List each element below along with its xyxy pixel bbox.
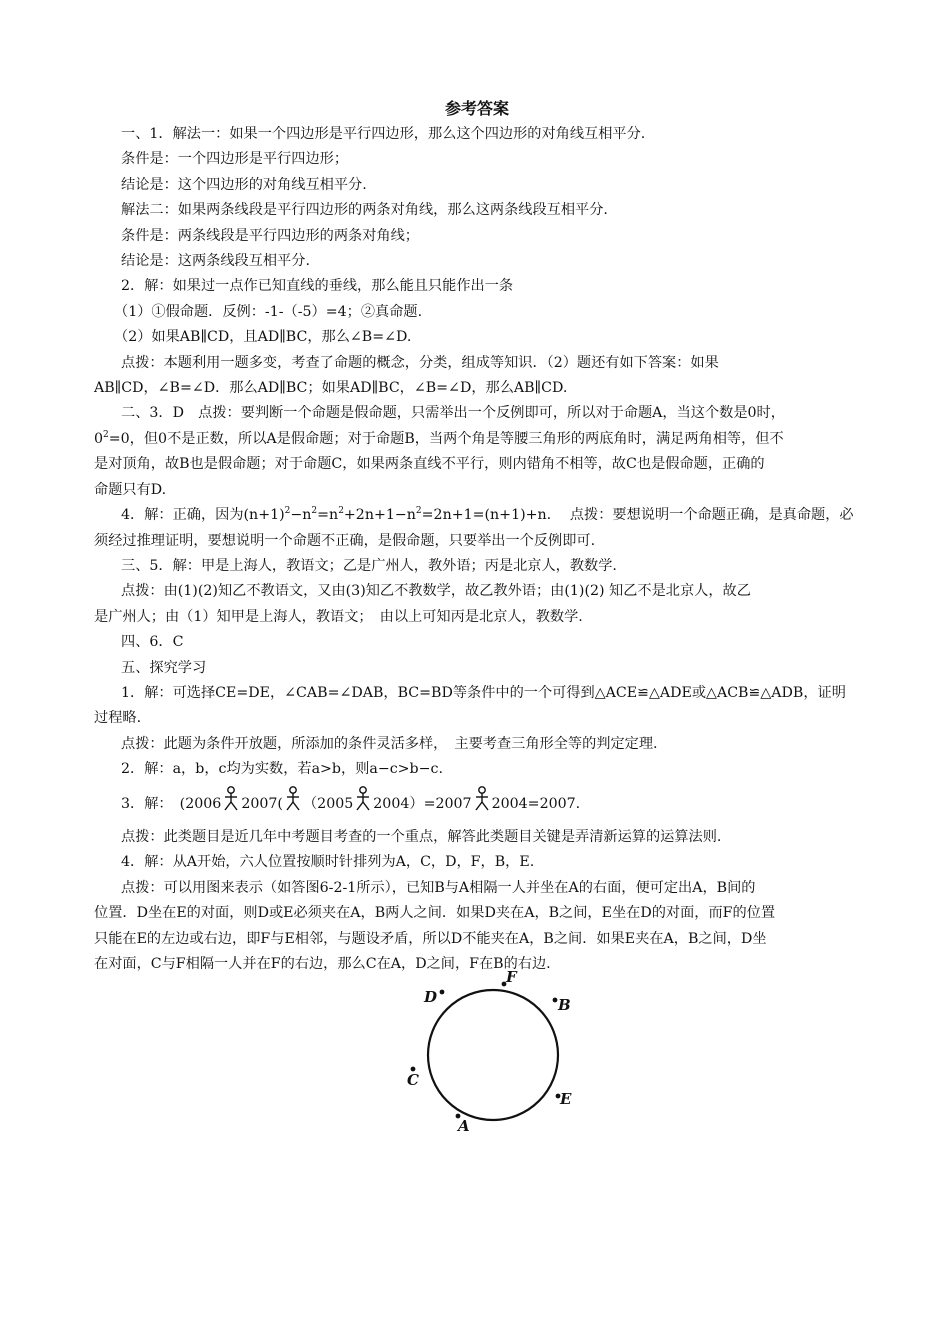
stick-figure-operator-icon — [473, 786, 491, 812]
line-22: 五、探究学习 — [121, 659, 207, 676]
line-27-d: 2004）=2007 — [373, 795, 472, 812]
line-24: 过程略. — [94, 710, 142, 727]
seat-label-a: A — [458, 1117, 470, 1135]
line-13-a: 0 — [94, 430, 104, 447]
line-4: 解法二：如果两条线段是平行四边形的两条对角线，那么这两条线段互相平分. — [121, 202, 608, 219]
line-11: AB∥CD，∠B=∠D．那么AD∥BC；如果AD∥BC，∠B=∠D，那么AB∥CD. — [94, 380, 568, 397]
line-2: 条件是：一个四边形是平行四边形； — [121, 151, 349, 168]
seat-dot-b — [553, 998, 558, 1003]
line-21: 四、6．C — [121, 634, 184, 651]
line-3: 结论是：这个四边形的对角线互相平分. — [121, 176, 367, 193]
line-7: 2．解：如果过一点作已知直线的垂线，那么能且只能作出一条 — [121, 278, 514, 295]
line-16-sup-1: 2 — [284, 506, 291, 517]
line-17: 须经过推理证明，要想说明一个命题不正确，是假命题，只要举出一个反例即可. — [94, 532, 596, 549]
line-27-a: 3．解： (2006 — [121, 795, 222, 812]
line-16-sup-2: 2 — [311, 506, 318, 517]
line-27-e: 2004=2007. — [491, 795, 581, 812]
seating-circle — [428, 990, 558, 1120]
line-13-b: =0，但0不是正数，所以A是假命题；对于命题B，当两个角是等腰三角形的两底角时，满足两角相等，但不 — [108, 430, 784, 447]
line-27-c: （2005 — [302, 795, 354, 812]
line-27 — [94, 786, 860, 817]
line-5: 条件是：两条线段是平行四边形的两条对角线； — [121, 227, 419, 244]
line-27-b: 2007( — [241, 795, 283, 812]
seating-circle-figure — [400, 970, 600, 1140]
line-31: 位置．D坐在E的对面，则D或E必须夹在A，B两人之间．如果D夹在A，B之间，E坐在D的对面，而F的位置 — [94, 905, 776, 922]
line-19: 点拨：由(1)(2)知乙不教语文，又由(3)知乙不教数学，故乙教外语；由(1)(2) 知乙不是北京人，故乙 — [121, 583, 751, 600]
seat-label-c: C — [407, 1071, 419, 1089]
page-title: 参考答案 — [444, 99, 509, 118]
line-8: （1）①假命题．反例：-1-（-5）=4；②真命题. — [114, 303, 423, 320]
line-16-d: +2n+1−n — [343, 507, 416, 524]
line-12: 二、3．D 点拨：要判断一个命题是假命题，只需举出一个反例即可，所以对于命题A，当这个数是0时， — [121, 405, 785, 422]
line-16-c: =n — [317, 507, 339, 524]
seat-dot-d — [440, 990, 445, 995]
line-6: 结论是：这两条线段互相平分. — [121, 253, 310, 270]
line-16-e: =2n+1=(n+1)+n. 点拨：要想说明一个命题正确，是真命题，必 — [421, 507, 854, 524]
line-16-sup-3: 2 — [338, 506, 344, 517]
line-16-b: −n — [290, 507, 312, 524]
line-1: 一、1．解法一：如果一个四边形是平行四边形，那么这个四边形的对角线互相平分. — [121, 126, 646, 142]
line-25: 点拨：此题为条件开放题，所添加的条件灵活多样， 主要考查三角形全等的判定定理. — [121, 735, 658, 752]
line-32: 只能在E的左边或右边，即F与E相邻，与题设矛盾，所以D不能夹在A，B之间．如果E夹在A，B之间，D坐 — [94, 930, 767, 947]
line-30: 点拨：可以用图来表示（如答图6-2-1所示），已知B与A相隔一人并坐在A的右面，便可定出A，B间的 — [121, 879, 756, 896]
answer-sheet — [94, 98, 860, 977]
line-16-a: 4．解：正确，因为(n+1) — [121, 507, 285, 524]
stick-figure-operator-icon — [354, 786, 372, 812]
line-9: （2）如果AB∥CD，且AD∥BC，那么∠B=∠D. — [114, 329, 412, 346]
line-15: 命题只有D. — [94, 481, 167, 498]
seat-label-b: B — [558, 996, 571, 1014]
line-29: 4．解：从A开始，六人位置按顺时针排列为A，C，D，F，B，E. — [121, 854, 535, 871]
line-20: 是广州人；由（1）知甲是上海人，教语文； 由以上可知丙是北京人，教数学. — [94, 608, 583, 625]
line-18: 三、5．解：甲是上海人，教语文；乙是广州人，教外语；丙是北京人，教数学. — [121, 557, 617, 574]
line-16-sup-4: 2 — [415, 506, 422, 517]
spacer — [94, 817, 860, 825]
seat-label-e: E — [560, 1090, 572, 1108]
line-23: 1．解：可选择CE=DE，∠CAB=∠DAB，BC=BD等条件中的一个可得到△ACE≌△ADE或△ACB≌△ADB，证明 — [121, 684, 846, 701]
line-13-sup: 2 — [103, 429, 109, 440]
line-16 — [94, 503, 860, 528]
line-14: 是对顶角，故B也是假命题；对于命题C，如果两条直线不平行，则内错角不相等，故C也是假命题，正确的 — [94, 456, 765, 473]
seat-label-f: F — [506, 968, 517, 986]
seat-label-d: D — [424, 988, 438, 1006]
line-10: 点拨：本题利用一题多变，考查了命题的概念，分类，组成等知识．（2）题还有如下答案：如果 — [121, 354, 719, 371]
line-33: 在对面，C与F相隔一人并在F的右边，那么C在A，D之间，F在B的右边. — [94, 956, 551, 972]
line-13 — [94, 427, 860, 452]
stick-figure-operator-icon — [222, 786, 240, 812]
line-28: 点拨：此类题目是近几年中考题目考查的一个重点，解答此类题目关键是弄清新运算的运算法则. — [121, 828, 722, 845]
stick-figure-operator-icon — [284, 786, 302, 812]
line-26: 2．解：a，b，c均为实数，若a>b，则a−c>b−c. — [121, 761, 443, 778]
